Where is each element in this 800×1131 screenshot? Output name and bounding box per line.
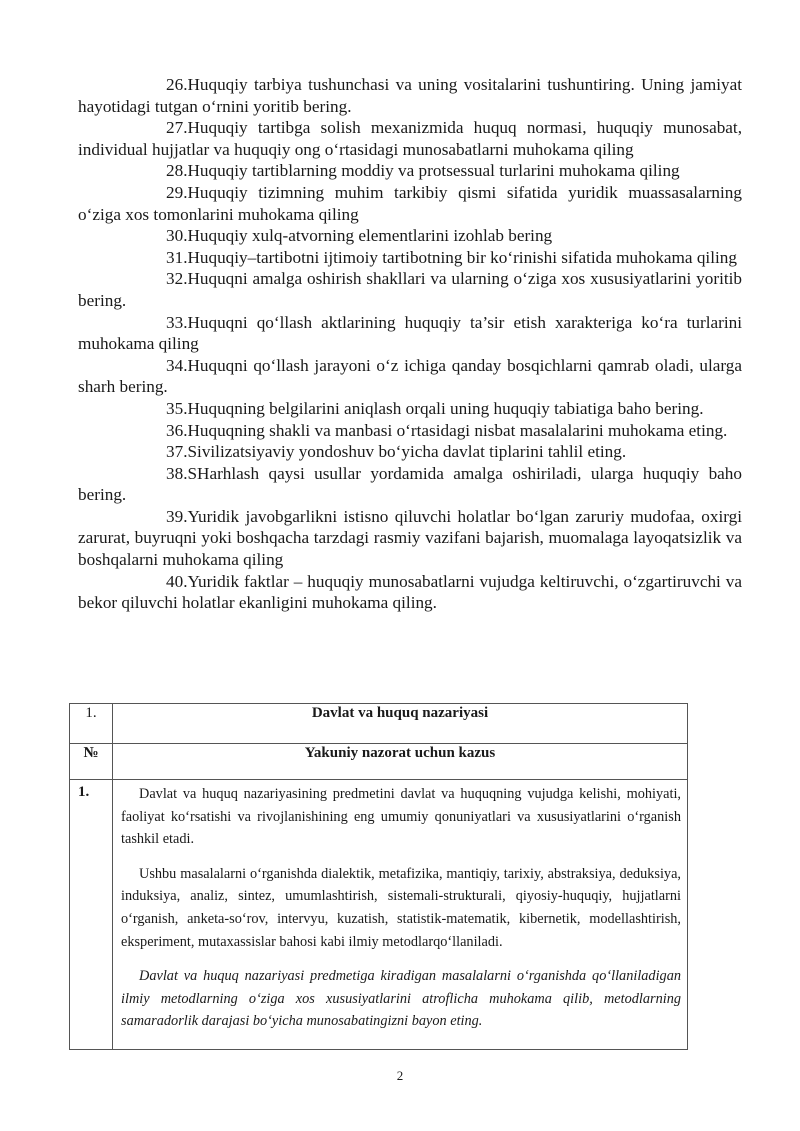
question-item: 34.Huquqni qo‘llash jarayoni o‘z ichiga qanday bosqichlarni qamrab oladi, ularga sharh bering. xyxy=(78,355,742,397)
case-heading: Yakuniy nazorat uchun kazus xyxy=(113,744,688,780)
table-row xyxy=(70,780,688,1050)
question-list xyxy=(78,74,742,614)
case-table xyxy=(69,703,688,1050)
question-item: 30.Huquqiy xulq-atvorning elementlarini izohlab bering xyxy=(166,226,553,246)
subject-title: Davlat va huquq nazariyasi xyxy=(113,704,688,744)
question-item: 26.Huquqiy tarbiya tushunchasi va uning vositalarini tushuntiring. Uning jamiyat hayotidagi tutgan o‘rnini yoritib bering. xyxy=(78,75,742,116)
question-item: 28.Huquqiy tartiblarning moddiy va protsessual turlarini muhokama qiling xyxy=(166,161,680,181)
question-item: 31.Huquqiy–tartibotni ijtimoiy tartibotning bir ko‘rinishi sifatida muhokama qiling xyxy=(166,247,737,267)
case-task: Davlat va huquq nazariyasi predmetiga kiradigan masalalarni o‘rganishda qo‘llaniladigan ilmiy metodlarning o‘ziga xos xususiyatlarini atroflicha muhokama qilib, metodlarning samaradorlik darajasi bo‘yicha munosabatingizni bayon eting. xyxy=(121,968,681,1030)
question-item: 35.Huquqning belgilarini aniqlash orqali uning huquqiy tabiatiga baho bering. xyxy=(166,398,704,418)
question-item: 37.Sivilizatsiyaviy yondoshuv bo‘yicha davlat tiplarini tahlil eting. xyxy=(166,442,627,462)
case-content xyxy=(113,780,688,1050)
question-item: 32.Huquqni amalga oshirish shakllari va ularning o‘ziga xos xususiyatlarini yoritib bering. xyxy=(78,269,742,310)
number-sign-header: № xyxy=(70,744,113,780)
case-number: 1. xyxy=(70,780,113,1050)
case-paragraph: Ushbu masalalarni o‘rganishda dialektik, metafizika, mantiqiy, tarixiy, abstraksiya, deduksiya, induksiya, analiz, sintez, umumlashtirish, sistemali-strukturali, qiyosiy-huquqiy, hujjatlarni o‘rganish, anketa-so‘rov, intervyu, kuzatish, statistik-matematik, kibernetik, modellashtirish, eksperiment, mutaxassislar bahosi kabi ilmiy metodlarqo‘llaniladi. xyxy=(121,865,681,950)
page-number: 2 xyxy=(396,1068,404,1083)
question-item: 33.Huquqni qo‘llash aktlarining huquqiy ta’sir etish xarakteriga ko‘ra turlarini muhokama qiling xyxy=(78,312,742,354)
question-item: 39.Yuridik javobgarlikni istisno qiluvchi holatlar bo‘lgan zaruriy mudofaa, oxirgi zarurat, buyruqni yoki boshqacha tarzdagi rasmiy vazifani bajarish, muomalaga layoqatsizlik va boshqalarni muhokama qiling xyxy=(78,506,742,570)
question-item: 38.SHarhlash qaysi usullar yordamida amalga oshiriladi, ularga huquqiy baho bering. xyxy=(78,463,742,505)
case-paragraph: Davlat va huquq nazariyasining predmetini davlat va huquqning vujudga kelishi, mohiyati, faoliyat ko‘rsatishi va rivojlanishining eng umumiy qonuniyatlari va xususiyatlarini o‘rganish tashkil etadi. xyxy=(121,786,681,848)
question-item: 36.Huquqning shakli va manbasi o‘rtasidagi nisbat masalalarini muhokama eting. xyxy=(166,420,728,440)
table-row xyxy=(70,704,688,744)
row-number-cell: 1. xyxy=(70,704,113,744)
question-item: 40.Yuridik faktlar – huquqiy munosabatlarni vujudga keltiruvchi, o‘zgartiruvchi va bekor qiluvchi holatlar ekanligini muhokama qiling. xyxy=(78,571,742,613)
question-item: 29.Huquqiy tizimning muhim tarkibiy qismi sifatida yuridik muassasalarning o‘ziga xos tomonlarini muhokama qiling xyxy=(78,182,742,224)
table-row xyxy=(70,744,688,780)
question-item: 27.Huquqiy tartibga solish mexanizmida huquq normasi, huquqiy munosabat, individual hujjatlar va huquqiy ong o‘rtasidagi munosabatlarni muhokama qiling xyxy=(78,118,742,159)
